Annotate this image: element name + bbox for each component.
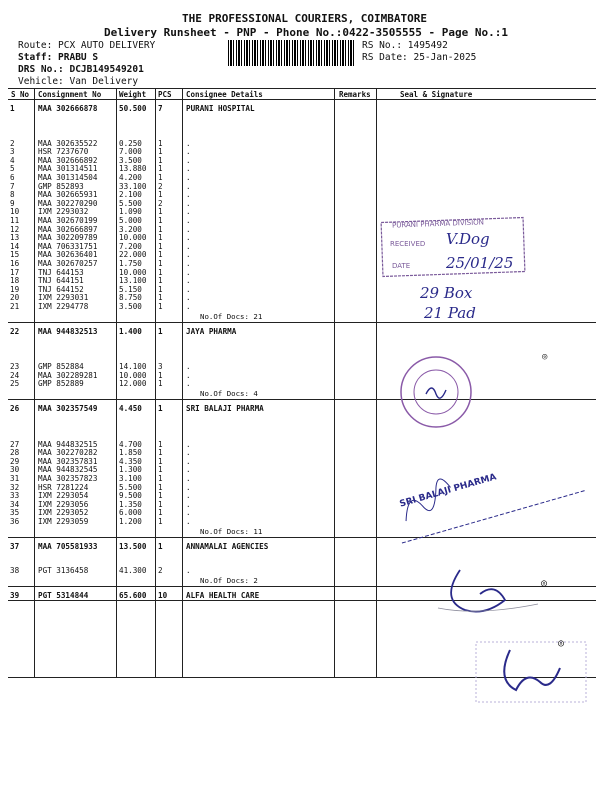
row-sno: 10	[10, 207, 20, 217]
row-consignee-dot: .	[186, 241, 191, 251]
row-consignment: HSR 7237670	[38, 147, 89, 157]
row-sno: 18	[10, 276, 20, 286]
row-weight: 1.300	[119, 465, 142, 475]
col-consignee: Consignee Details	[186, 90, 263, 99]
col-weight: Weight	[119, 90, 147, 99]
row-consignment: MAA 301314511	[38, 164, 98, 174]
row-sno: 39	[10, 590, 20, 600]
row-sno: 8	[10, 190, 15, 200]
row-weight: 3.100	[119, 474, 142, 483]
row-weight: 10.000	[119, 370, 147, 380]
row-pcs: 1	[158, 207, 163, 217]
row-weight: 6.000	[119, 508, 142, 518]
row-weight: 1.200	[119, 517, 142, 526]
col-consignment: Consignment No	[38, 90, 102, 99]
docs-count: No.Of Docs: 21	[200, 311, 263, 321]
row-consignee-dot: .	[186, 267, 191, 277]
row-sno: 7	[10, 181, 15, 191]
row-consignee-dot: .	[186, 155, 191, 165]
row-sno: 4	[10, 155, 15, 165]
route: Route: PCX AUTO DELIVERY	[18, 40, 156, 51]
row-sno: 26	[10, 404, 20, 413]
balaji-stamp	[380, 428, 590, 548]
vehicle: Vehicle: Van Delivery	[18, 76, 139, 87]
staff: Staff: PRABU S	[18, 52, 99, 63]
row-consignment: MAA 302635522	[38, 138, 98, 148]
row-consignment: MAA 302666897	[38, 224, 98, 234]
row-pcs: 1	[158, 224, 163, 234]
docs-count: No.Of Docs: 11	[200, 526, 263, 536]
row-consignment: MAA 302670199	[38, 216, 98, 225]
row-pcs: 1	[158, 499, 163, 509]
row-sno: 33	[10, 491, 20, 501]
row-consignment: MAA 302666878	[38, 104, 98, 113]
row-sno: 31	[10, 474, 20, 483]
row-sno: 23	[10, 362, 20, 372]
row-pcs: 2	[158, 198, 163, 208]
drs-no: DRS No.: DCJB149549201	[18, 64, 144, 75]
row-sno: 37	[10, 541, 20, 551]
row-consignment: PGT 5314844	[38, 590, 89, 600]
row-weight: 13.100	[119, 276, 147, 286]
row-weight: 4.700	[119, 439, 142, 449]
row-consignment: MAA 302636401	[38, 250, 98, 260]
row-consignment: IXM 2293054	[38, 491, 89, 501]
row-pcs: 1	[158, 302, 163, 311]
row-weight: 1.350	[119, 499, 142, 509]
runsheet-title: Delivery Runsheet - PNP - Phone No.:0422-3505555 - Page No.:1	[104, 26, 508, 39]
row-consignee-dot: .	[186, 181, 191, 191]
purani-stamp-date: DATE	[392, 262, 411, 270]
row-pcs: 1	[158, 233, 163, 243]
group-separator	[8, 322, 596, 323]
row-consignee-dot: .	[186, 465, 191, 475]
row-sno: 24	[10, 370, 20, 380]
row-consignee-dot: .	[186, 491, 191, 501]
row-consignment: MAA 301314504	[38, 173, 98, 182]
row-weight: 33.100	[119, 181, 147, 191]
row-pcs: 7	[158, 104, 163, 113]
row-sno: 2	[10, 138, 15, 148]
jaya-mark: ◎	[542, 352, 548, 362]
row-consignment: GMP 852893	[38, 181, 84, 191]
row-consignment: MAA 705581933	[38, 541, 98, 551]
row-consignee-dot: .	[186, 370, 191, 380]
row-consignee-dot: .	[186, 259, 191, 268]
row-consignment: MAA 302357831	[38, 456, 98, 466]
row-weight: 10.000	[119, 267, 147, 277]
row-sno: 11	[10, 216, 20, 225]
row-consignment: IXM 2293056	[38, 499, 89, 509]
row-weight: 4.450	[119, 404, 142, 413]
row-consignment: TNJ 644152	[38, 284, 84, 294]
row-pcs: 1	[158, 173, 163, 182]
row-sno: 22	[10, 326, 20, 336]
purani-stamp-received: RECEIVED	[390, 240, 426, 248]
row-consignee-dot: .	[186, 284, 191, 294]
col-sno: S No	[11, 90, 30, 99]
row-sno: 3	[10, 147, 15, 157]
row-consignee-dot: .	[186, 508, 191, 518]
row-sno: 34	[10, 499, 20, 509]
row-sno: 25	[10, 379, 20, 389]
row-weight: 1.850	[119, 448, 142, 458]
row-weight: 5.500	[119, 198, 142, 208]
row-weight: 10.000	[119, 233, 147, 243]
row-weight: 5.500	[119, 482, 142, 492]
alfa-signature	[470, 630, 590, 710]
row-consignment: MAA 302357549	[38, 404, 98, 413]
row-sno: 16	[10, 259, 20, 268]
row-consignment: TNJ 644151	[38, 276, 84, 286]
row-sno: 14	[10, 241, 20, 251]
row-sno: 9	[10, 198, 15, 208]
row-sno: 21	[10, 302, 20, 311]
row-pcs: 1	[158, 404, 163, 413]
row-pcs: 1	[158, 370, 163, 380]
rs-no: RS No.: 1495492	[362, 40, 448, 51]
row-pcs: 1	[158, 216, 163, 225]
row-pcs: 1	[158, 439, 163, 449]
row-weight: 13.500	[119, 541, 147, 551]
row-pcs: 1	[158, 164, 163, 174]
row-weight: 14.100	[119, 362, 147, 372]
row-consignee-dot: .	[186, 293, 191, 303]
row-consignment: MAA 302666892	[38, 155, 98, 165]
col-remarks: Remarks	[339, 90, 371, 99]
row-consignee-dot: .	[186, 499, 191, 509]
row-sno: 19	[10, 284, 20, 294]
row-sno: 38	[10, 566, 20, 576]
purani-stamp-title: PURANI PHARMA DIVISION	[391, 218, 485, 230]
row-pcs: 1	[158, 474, 163, 483]
row-consignment: MAA 302209789	[38, 233, 98, 243]
row-consignee-dot: .	[186, 456, 191, 466]
row-weight: 8.750	[119, 293, 142, 303]
alfa-mark: ◎	[558, 638, 565, 649]
row-consignee-dot: .	[186, 439, 191, 449]
row-pcs: 1	[158, 147, 163, 157]
col-seal: Seal & Signature	[400, 90, 473, 99]
row-pcs: 1	[158, 259, 163, 268]
row-pcs: 1	[158, 190, 163, 200]
col-pcs: PCS	[158, 90, 172, 99]
row-sno: 27	[10, 439, 20, 449]
row-consignee-dot: .	[186, 198, 191, 208]
row-weight: 1.090	[119, 207, 142, 217]
row-weight: 1.750	[119, 259, 142, 268]
row-sno: 30	[10, 465, 20, 475]
row-consignee-dot: .	[186, 474, 191, 483]
row-pcs: 1	[158, 491, 163, 501]
row-weight: 7.000	[119, 147, 142, 157]
row-sno: 12	[10, 224, 20, 234]
row-weight: 5.150	[119, 284, 142, 294]
row-consignee-dot: .	[186, 207, 191, 217]
row-consignment: GMP 852884	[38, 362, 84, 372]
row-consignment: IXM 2293052	[38, 508, 89, 518]
row-weight: 3.500	[119, 155, 142, 165]
row-weight: 12.000	[119, 379, 147, 389]
row-weight: 3.500	[119, 302, 142, 311]
row-consignee-dot: .	[186, 224, 191, 234]
row-consignee-dot: .	[186, 190, 191, 200]
row-weight: 9.500	[119, 491, 142, 501]
row-weight: 4.200	[119, 173, 142, 182]
barcode	[228, 40, 356, 66]
row-weight: 0.250	[119, 138, 142, 148]
row-weight: 22.000	[119, 250, 147, 260]
row-weight: 13.880	[119, 164, 147, 174]
row-consignee-dot: .	[186, 379, 191, 389]
row-consignment: MAA 944832513	[38, 326, 98, 336]
docs-count: No.Of Docs: 4	[200, 389, 258, 398]
row-consignee-dot: .	[186, 362, 191, 372]
row-pcs: 10	[158, 590, 168, 600]
balaji-stamp-text: SRI BALAJI PHARMA	[398, 472, 498, 510]
row-sno: 29	[10, 456, 20, 466]
annamalai-mark: ◎	[541, 578, 548, 589]
row-consignment: MAA 302357823	[38, 474, 98, 483]
row-consignment: TNJ 644153	[38, 267, 84, 277]
row-consignee: PURANI HOSPITAL	[186, 104, 255, 113]
row-sno: 5	[10, 164, 15, 174]
row-pcs: 3	[158, 362, 163, 372]
row-sno: 32	[10, 482, 20, 492]
row-consignee-dot: .	[186, 517, 191, 526]
row-pcs: 1	[158, 138, 163, 148]
row-weight: 2.100	[119, 190, 142, 200]
row-consignee: JAYA PHARMA	[186, 326, 237, 336]
row-pcs: 1	[158, 448, 163, 458]
handwritten-note-pad: 21 Pad	[424, 304, 476, 322]
row-weight: 5.000	[119, 216, 142, 225]
row-pcs: 1	[158, 276, 163, 286]
row-consignment: MAA 302270290	[38, 198, 98, 208]
row-pcs: 1	[158, 241, 163, 251]
row-pcs: 1	[158, 284, 163, 294]
row-weight: 65.600	[119, 590, 147, 600]
row-sno: 6	[10, 173, 15, 182]
row-consignee-dot: .	[186, 250, 191, 260]
row-consignee-dot: .	[186, 566, 191, 576]
row-consignment: MAA 706331751	[38, 241, 98, 251]
row-pcs: 1	[158, 517, 163, 526]
row-pcs: 1	[158, 326, 163, 336]
row-consignment: MAA 302670257	[38, 259, 98, 268]
row-weight: 4.350	[119, 456, 142, 466]
row-sno: 35	[10, 508, 20, 518]
row-pcs: 1	[158, 293, 163, 303]
row-consignment: IXM 2293031	[38, 293, 89, 303]
row-sno: 36	[10, 517, 20, 526]
row-consignee-dot: .	[186, 216, 191, 225]
row-consignment: IXM 2293032	[38, 207, 89, 217]
row-consignee-dot: .	[186, 147, 191, 157]
row-weight: 50.500	[119, 104, 147, 113]
row-consignment: MAA 944832545	[38, 465, 98, 475]
row-pcs: 1	[158, 465, 163, 475]
group-separator	[8, 399, 596, 400]
row-consignee-dot: .	[186, 448, 191, 458]
row-pcs: 1	[158, 379, 163, 389]
row-consignee: ALFA HEALTH CARE	[186, 590, 260, 600]
handwritten-received: V.Dog	[446, 230, 490, 248]
row-pcs: 1	[158, 267, 163, 277]
row-consignment: MAA 302270282	[38, 448, 98, 458]
row-pcs: 1	[158, 482, 163, 492]
row-pcs: 2	[158, 181, 163, 191]
row-pcs: 1	[158, 250, 163, 260]
handwritten-note-box: 29 Box	[420, 284, 473, 302]
jaya-stamp-seal	[398, 354, 474, 430]
row-pcs: 1	[158, 155, 163, 165]
rs-date: RS Date: 25-Jan-2025	[362, 52, 477, 63]
row-consignment: HSR 7281224	[38, 482, 89, 492]
row-consignment: GMP 852889	[38, 379, 84, 389]
row-consignment: IXM 2294778	[38, 302, 89, 311]
row-consignment: MAA 302289281	[38, 370, 98, 380]
row-sno: 20	[10, 293, 20, 303]
row-weight: 1.400	[119, 326, 142, 336]
row-weight: 41.300	[119, 566, 147, 576]
row-consignment: IXM 2293059	[38, 517, 89, 526]
row-weight: 3.200	[119, 224, 142, 234]
row-pcs: 1	[158, 456, 163, 466]
row-consignee: ANNAMALAI AGENCIES	[186, 541, 269, 551]
row-sno: 28	[10, 448, 20, 458]
row-sno: 13	[10, 233, 20, 243]
row-consignee-dot: .	[186, 276, 191, 286]
row-consignee-dot: .	[186, 233, 191, 243]
row-pcs: 1	[158, 508, 163, 518]
row-sno: 15	[10, 250, 20, 260]
row-pcs: 2	[158, 566, 163, 576]
annamalai-signature	[420, 560, 550, 630]
row-sno: 1	[10, 104, 15, 113]
row-weight: 7.200	[119, 241, 142, 251]
row-consignee: SRI BALAJI PHARMA	[186, 404, 264, 413]
row-consignee-dot: .	[186, 138, 191, 148]
company-title: THE PROFESSIONAL COURIERS, COIMBATORE	[182, 12, 428, 25]
row-consignment: PGT 3136458	[38, 566, 89, 576]
row-consignment: MAA 302665931	[38, 190, 98, 200]
row-sno: 17	[10, 267, 20, 277]
docs-count: No.Of Docs: 2	[200, 575, 258, 585]
row-consignee-dot: .	[186, 164, 191, 174]
row-consignee-dot: .	[186, 173, 191, 182]
row-consignee-dot: .	[186, 302, 191, 311]
row-consignment: MAA 944832515	[38, 439, 98, 449]
handwritten-date: 25/01/25	[446, 254, 514, 272]
row-pcs: 1	[158, 541, 163, 551]
row-consignee-dot: .	[186, 482, 191, 492]
